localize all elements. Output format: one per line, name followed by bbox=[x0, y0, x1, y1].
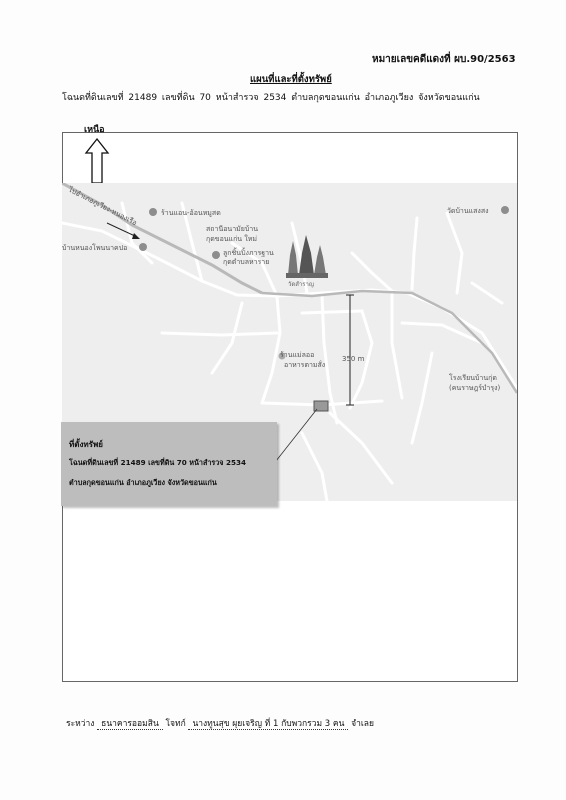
north-arrow-icon bbox=[84, 137, 110, 185]
poi-health-label-1: สถานีอนามัยบ้าน bbox=[206, 225, 259, 233]
poi-noodle-label-1: ลูกชิ้นปิ้งภารฐาน bbox=[223, 249, 274, 257]
temple-poi-icon bbox=[501, 206, 509, 214]
between-label: ระหว่าง bbox=[66, 719, 95, 729]
poi-village-label: บ้านหนองโพนนาคปอ bbox=[62, 244, 128, 252]
callout-title: ที่ตั้งทรัพย์ bbox=[69, 440, 103, 449]
poi-shop-label: ร้านแอน-อ้อนหมูสด bbox=[161, 209, 221, 217]
plaintiff-name: ธนาคารออมสิน bbox=[97, 719, 163, 730]
road-label: ไปอำเภอภูเวียง-หนองเรือ bbox=[67, 185, 139, 228]
restaurant-label-1: ร้านแม่ลออ bbox=[280, 351, 315, 359]
parties-line bbox=[66, 716, 374, 730]
north-label: เหนือ bbox=[84, 125, 105, 135]
deed-description: โฉนดที่ดินเลขที่ 21489 เลขที่ดิน 70 หน้าสำรวจ 2534 ตำบลกุดขอนแก่น อำเภอภูเวียง จังหวัดขอนแก่น bbox=[62, 93, 480, 103]
case-number: หมายเลขคดีแดงที่ ผบ.90/2563 bbox=[372, 54, 516, 65]
restaurant-poi-icon bbox=[212, 251, 220, 259]
distance-label: 350 m bbox=[342, 355, 365, 363]
defendant-name: นางทูนสุข ผุยเจริญ ที่ 1 กับพวกรวม 3 คน bbox=[188, 719, 348, 730]
property-callout bbox=[61, 422, 277, 506]
poi-health-label-2: กุดขอนแก่น ใหม่ bbox=[206, 235, 257, 243]
temple-sarad-label: วัดสำราญ bbox=[288, 281, 315, 288]
document-title: แผนที่และที่ตั้งทรัพย์ bbox=[250, 74, 332, 85]
shop-poi-icon bbox=[149, 208, 157, 216]
temple-ban-label: วัดบ้านแสงสง bbox=[447, 207, 489, 215]
defendant-role: จำเลย bbox=[351, 719, 374, 729]
poi-noodle-label-2: กุดตำบลหาราย bbox=[223, 258, 270, 266]
restaurant-label-2: อาหารตามสั่ง bbox=[284, 361, 326, 369]
school-label-2: (คนราษฎร์บำรุง) bbox=[449, 384, 501, 392]
plaintiff-role: โจทก์ bbox=[165, 719, 186, 729]
callout-location-line: ตำบลกุดขอนแก่น อำเภอภูเวียง จังหวัดขอนแก่น bbox=[69, 478, 217, 487]
school-label-1: โรงเรียนบ้านกุ่ด bbox=[449, 374, 497, 382]
callout-deed-line: โฉนดที่ดินเลขที่ 21489 เลขที่ดิน 70 หน้าสำรวจ 2534 bbox=[69, 458, 247, 467]
village-poi-icon bbox=[139, 243, 147, 251]
